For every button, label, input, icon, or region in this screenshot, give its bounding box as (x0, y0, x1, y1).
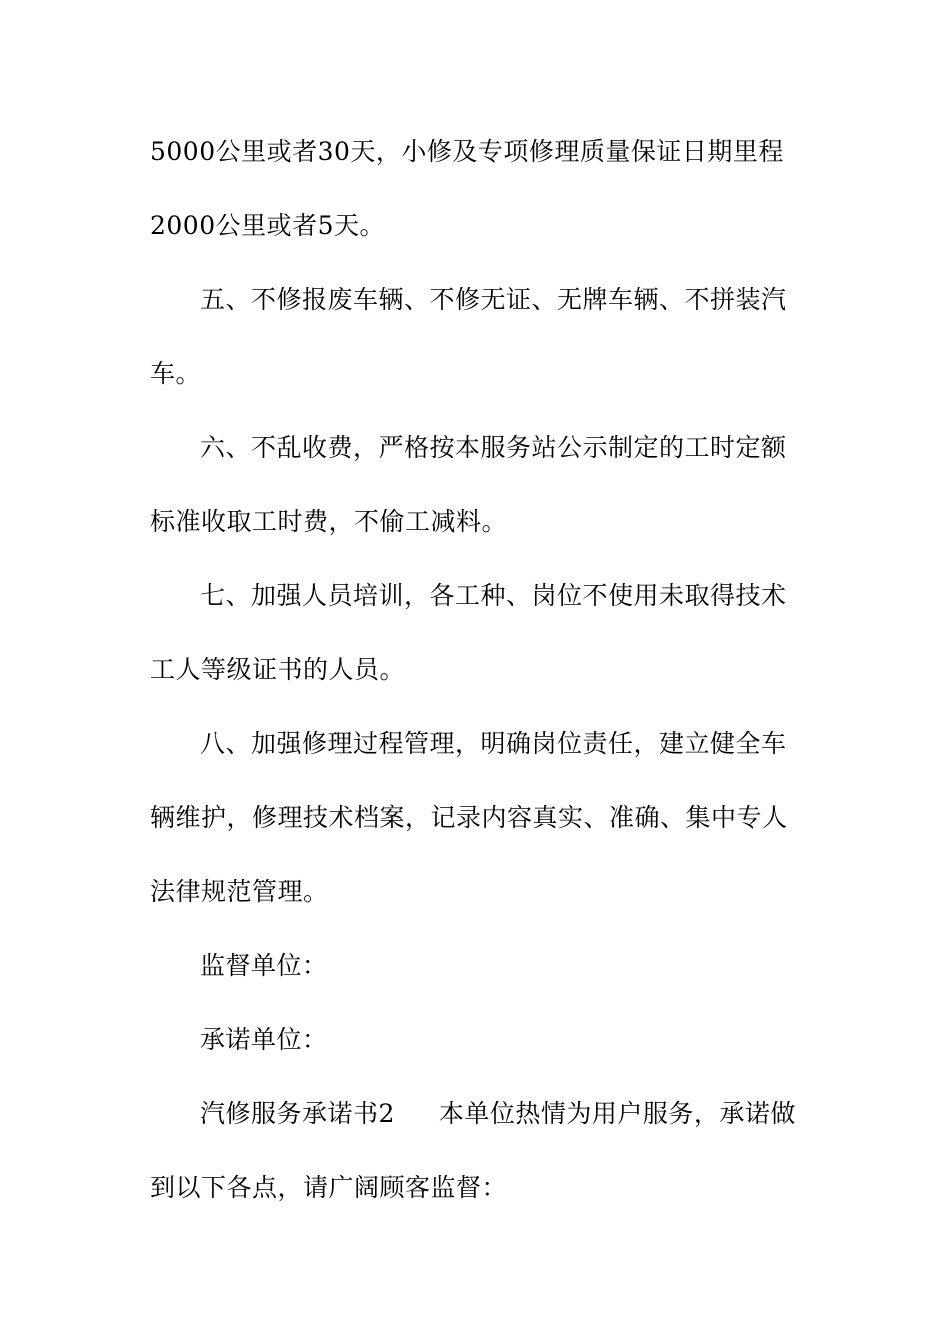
text-line: 六、不乱收费，严格按本服务站公示制定的工时定额 (200, 433, 787, 462)
text-line: 七、加强人员培训，各工种、岗位不使用未取得技术 (200, 581, 787, 610)
signature-label-supervisor: 监督单位： (200, 951, 328, 980)
text-line: 到以下各点，请广阔顾客监督： (150, 1173, 508, 1202)
section-title: 汽修服务承诺书2 (200, 1099, 395, 1128)
section-heading-line (200, 1099, 796, 1129)
section-intro: 本单位热情为用户服务，承诺做 (438, 1099, 796, 1128)
signature-label-promisor: 承诺单位： (200, 1025, 328, 1054)
text-line: 法律规范管理。 (150, 877, 329, 906)
text-line: 5000公里或者30天，小修及专项修理质量保证日期里程 (150, 137, 784, 166)
text-line: 八、加强修理过程管理，明确岗位责任，建立健全车 (200, 729, 787, 758)
text-line: 2000公里或者5天。 (150, 211, 386, 240)
text-line: 五、不修报废车辆、不修无证、无牌车辆、不拼装汽 (200, 285, 787, 314)
text-line: 标准收取工时费，不偷工减料。 (150, 507, 508, 536)
text-line: 辆维护，修理技术档案，记录内容真实、准确、集中专人 (150, 803, 788, 832)
text-line: 车。 (150, 359, 202, 388)
text-line: 工人等级证书的人员。 (150, 655, 406, 684)
